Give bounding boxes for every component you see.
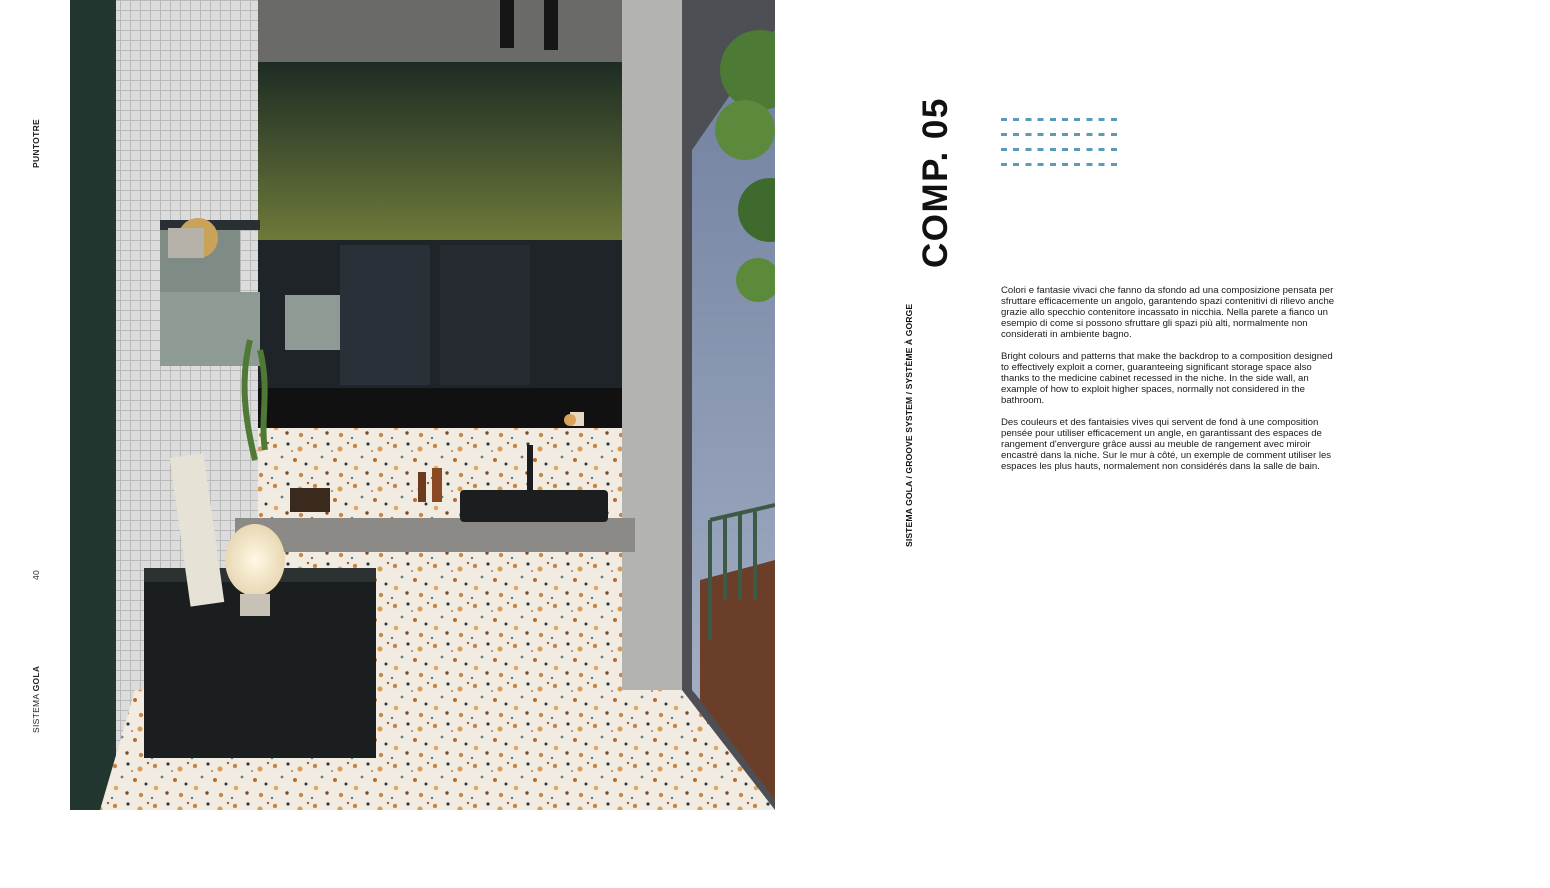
system-subtitle: SISTEMA GOLA / GROOVE SYSTEM / SYSTÈME À GORGE [904,303,914,547]
brand-label: PUNTOTRE [31,119,41,168]
dashed-accent-lines [1001,115,1119,175]
series-name: GOLA [31,665,41,692]
series-label [31,666,41,733]
dash-line [1001,130,1119,145]
dash-line [1001,145,1119,160]
description-english: Bright colours and patterns that make the backdrop to a composition designed to effectively exploit a corner, guaranteeing significant storage space also thanks to the medicine cabinet recessed in the niche. In the side wall, an example of how to exploit higher spaces, normally not considered in the bathroom. [1001,351,1333,406]
dash-line [1001,115,1119,130]
description-french: Des couleurs et des fantaisies vives qui servent de fond à une composition pensée pour utiliser efficacement un angle, en garantissant des espaces de rangement d'envergure grâce aussi au meuble de rangement avec miroir encastré dans la niche. Sur le mur à côté, un exemple de comment utiliser les espaces les plus hauts, normalement non considérés dans la salle de bain. [1001,417,1332,472]
bathroom-photo [70,0,775,810]
series-prefix: SISTEMA [31,691,41,733]
description-italian: Colori e fantasie vivaci che fanno da sfondo ad una composizione pensata per sfruttare efficacemente un angolo, garantendo spazi contenitivi di rilievo anche grazie allo specchio contenitore incassato in nicchia. Nella parete a fianco un esempio di come si possono sfruttare gli spazi più alti, normalmente non considerati in ambiente bagno. [1001,285,1335,340]
description-block [1001,285,1341,483]
page-number: 40 [31,569,41,580]
dash-line [1001,160,1119,175]
composition-title: COMP. 05 [916,97,955,268]
